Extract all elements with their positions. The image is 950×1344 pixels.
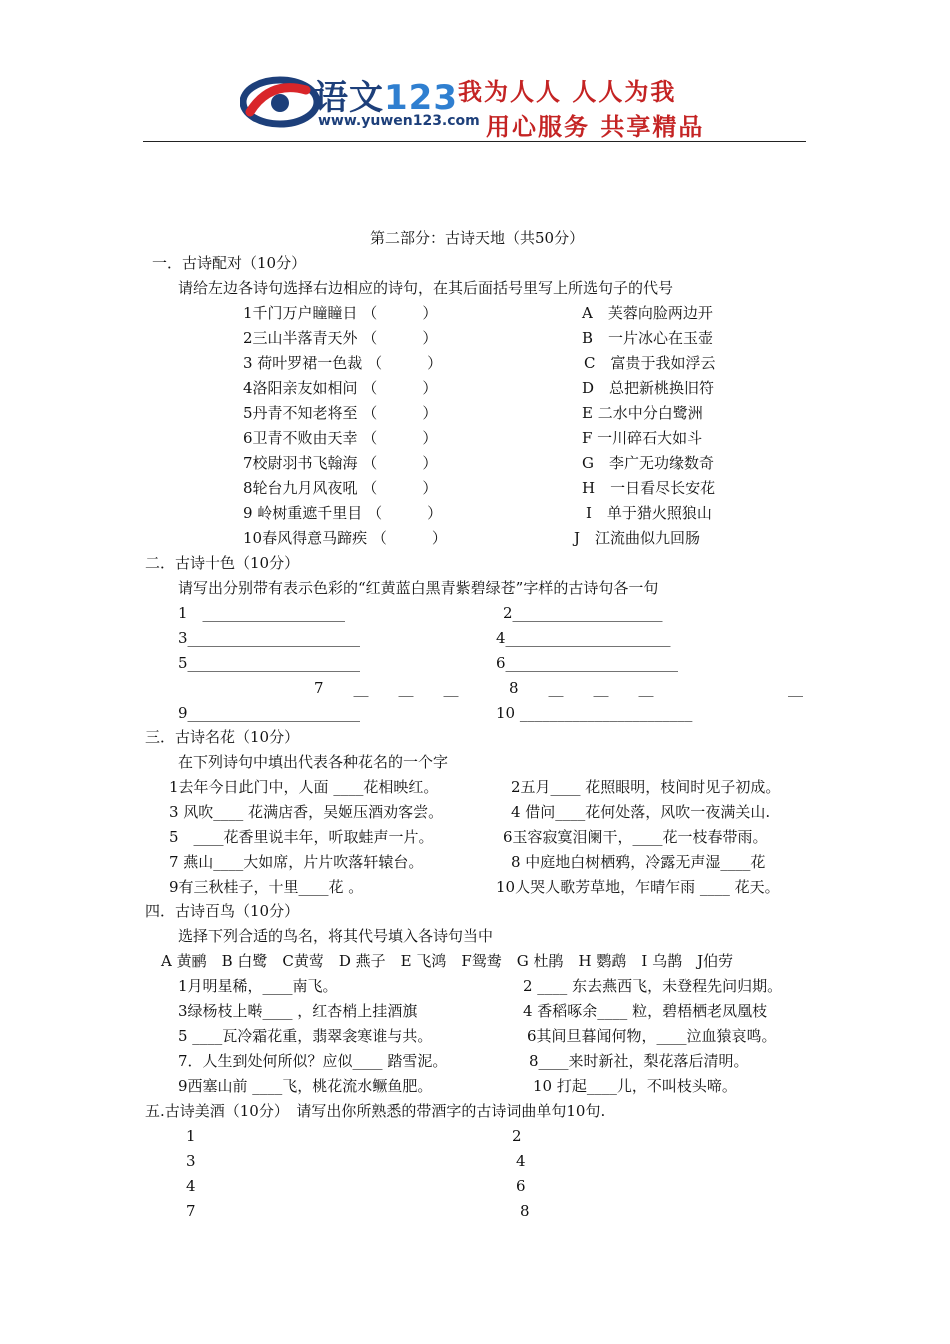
s2-blank-8[interactable]: 8 __ __ __ bbox=[509, 679, 654, 697]
s4-item-2: 2 ____ 东去燕西飞，未登程先问归期。 bbox=[523, 977, 783, 995]
section-5-title: 五.古诗美酒（10分） 请写出你所熟悉的带酒字的古诗词曲单句10句. bbox=[145, 1102, 606, 1120]
s1-left-item-10: 10春风得意马蹄疾 （ ） bbox=[243, 529, 447, 547]
s5-line-4[interactable]: 4 bbox=[516, 1152, 526, 1170]
s1-left-item-2: 2三山半落青天外 （ ） bbox=[243, 329, 438, 347]
s5-line-2[interactable]: 2 bbox=[512, 1127, 522, 1145]
s1-right-item-b: B 一片冰心在玉壶 bbox=[582, 329, 714, 347]
s1-right-item-e: E 二水中分白鹭洲 bbox=[582, 404, 703, 422]
s4-item-9: 9西塞山前 ____飞，桃花流水鳜鱼肥。 bbox=[178, 1077, 433, 1095]
logo-url: www.yuwen123.com bbox=[318, 113, 480, 129]
s2-blank-5[interactable]: 5_______________________ bbox=[178, 654, 361, 672]
s2-blank-8-tail: __ bbox=[788, 679, 803, 697]
s1-right-item-g: G 李广无功缘数奇 bbox=[582, 454, 714, 472]
s1-left-item-1: 1千门万户瞳瞳日 （ ） bbox=[243, 304, 438, 322]
s5-line-8[interactable]: 8 bbox=[520, 1202, 530, 1220]
s1-left-item-4: 4洛阳亲友如相问 （ ） bbox=[243, 379, 438, 397]
s2-blank-1[interactable]: 1 ___________________ bbox=[178, 604, 346, 622]
s3-item-9: 9有三秋桂子，十里____花 。 bbox=[169, 878, 364, 896]
s3-item-1: 1去年今日此门中，人面 ____花相映红。 bbox=[169, 778, 439, 796]
s3-item-8: 8 中庭地白树栖鸦，冷露无声湿____花 bbox=[511, 853, 766, 871]
s1-right-item-d: D 总把新桃换旧符 bbox=[582, 379, 715, 397]
s4-item-6: 6其间旦暮闻何物，____泣血猿哀鸣。 bbox=[527, 1027, 777, 1045]
s3-item-3: 3 风吹____ 花满店香，吴姬压酒劝客尝。 bbox=[169, 803, 444, 821]
section-2-instruction: 请写出分别带有表示色彩的“红黄蓝白黑青紫碧绿苍”字样的古诗句各一句 bbox=[178, 579, 659, 597]
s4-item-3: 3绿杨枝上啭____ ，红杏梢上挂酒旗 bbox=[178, 1002, 418, 1020]
section-4-title: 四．古诗百鸟（10分） bbox=[145, 902, 300, 920]
s1-right-item-a: A 芙蓉向脸两边开 bbox=[582, 304, 713, 322]
s3-item-6: 6玉容寂寞泪阑干，____花一枝春带雨。 bbox=[503, 828, 768, 846]
s2-blank-4[interactable]: 4______________________ bbox=[496, 629, 671, 647]
s1-left-item-8: 8轮台九月风夜吼 （ ） bbox=[243, 479, 438, 497]
part-title: 第二部分：古诗天地（共50分） bbox=[370, 229, 585, 247]
s1-right-item-i: I 单于猎火照狼山 bbox=[586, 504, 712, 522]
s1-right-item-f: F 一川碎石大如斗 bbox=[582, 429, 703, 447]
s2-blank-2[interactable]: 2____________________ bbox=[503, 604, 663, 622]
s4-bird-options: A 黄鹂 B 白鹭 C黄莺 D 燕子 E 飞鸿 F鸳鸯 G 杜鹃 H 鹦鹉 I 乌鹊 J伯劳 bbox=[161, 952, 734, 970]
section-4-instruction: 选择下列合适的鸟名，将其代号填入各诗句当中 bbox=[178, 927, 494, 945]
slogan-line-2: 用心服务 共享精品 bbox=[486, 113, 705, 141]
s1-right-item-j: J 江流曲似九回肠 bbox=[574, 529, 701, 547]
s4-item-5: 5 ____瓦冷霜花重，翡翠衾寒谁与共。 bbox=[178, 1027, 433, 1045]
s4-item-10: 10 打起____儿，不叫枝头啼。 bbox=[533, 1077, 737, 1095]
section-1-instruction: 请给左边各诗句选择右边相应的诗句，在其后面括号里写上所选句子的代号 bbox=[178, 279, 674, 297]
s5-line-7[interactable]: 7 bbox=[186, 1202, 196, 1220]
section-3-title: 三．古诗名花（10分） bbox=[145, 728, 300, 746]
slogan-line-1: 我为人人 人人为我 bbox=[458, 78, 677, 106]
s5-line-1[interactable]: 1 bbox=[186, 1127, 196, 1145]
s4-item-8: 8____来时新社，梨花落后清明。 bbox=[529, 1052, 749, 1070]
s4-item-7: 7．人生到处何所似？应似____ 踏雪泥。 bbox=[178, 1052, 448, 1070]
s2-blank-3[interactable]: 3_______________________ bbox=[178, 629, 361, 647]
logo-icon bbox=[240, 72, 320, 134]
s1-left-item-3: 3 荷叶罗裙一色裁 （ ） bbox=[243, 354, 443, 372]
section-2-title: 二．古诗十色（10分） bbox=[145, 554, 300, 572]
s2-blank-6[interactable]: 6_______________________ bbox=[496, 654, 679, 672]
s3-item-5: 5 ____花香里说丰年，听取蛙声一片。 bbox=[169, 828, 434, 846]
s1-left-item-7: 7校尉羽书飞翰海 （ ） bbox=[243, 454, 438, 472]
s1-left-item-9: 9 岭树重遮千里目 （ ） bbox=[243, 504, 443, 522]
s2-blank-9[interactable]: 9_______________________ bbox=[178, 704, 361, 722]
s3-item-10: 10人哭人歌芳草地，乍晴乍雨 ____ 花天。 bbox=[496, 878, 780, 896]
s4-item-4: 4 香稻啄余____ 粒，碧梧栖老凤凰枝 bbox=[523, 1002, 768, 1020]
section-1-title: 一．古诗配对（10分） bbox=[152, 254, 307, 272]
s5-line-5[interactable]: 4 bbox=[186, 1177, 196, 1195]
s1-right-item-h: H 一日看尽长安花 bbox=[582, 479, 716, 497]
s5-line-3[interactable]: 3 bbox=[186, 1152, 196, 1170]
s3-item-7: 7 燕山____大如席，片片吹落轩辕台。 bbox=[169, 853, 424, 871]
s3-item-4: 4 借问____花何处落，风吹一夜满关山. bbox=[511, 803, 771, 821]
header-divider bbox=[143, 141, 806, 142]
s1-left-item-6: 6卫青不败由天幸 （ ） bbox=[243, 429, 438, 447]
s2-blank-10[interactable]: 10 _______________________ bbox=[496, 704, 693, 722]
section-3-instruction: 在下列诗句中填出代表各种花名的一个字 bbox=[178, 753, 449, 771]
s3-item-2: 2五月____ 花照眼明，枝间时见子初成。 bbox=[511, 778, 781, 796]
s4-item-1: 1月明星稀，____南飞。 bbox=[178, 977, 338, 995]
s5-line-6[interactable]: 6 bbox=[516, 1177, 526, 1195]
s2-blank-7[interactable]: 7 __ __ __ bbox=[314, 679, 459, 697]
logo-wordmark: 语文123 bbox=[314, 78, 458, 118]
s1-right-item-c: C 富贵于我如浮云 bbox=[584, 354, 716, 372]
s1-left-item-5: 5丹青不知老将至 （ ） bbox=[243, 404, 438, 422]
